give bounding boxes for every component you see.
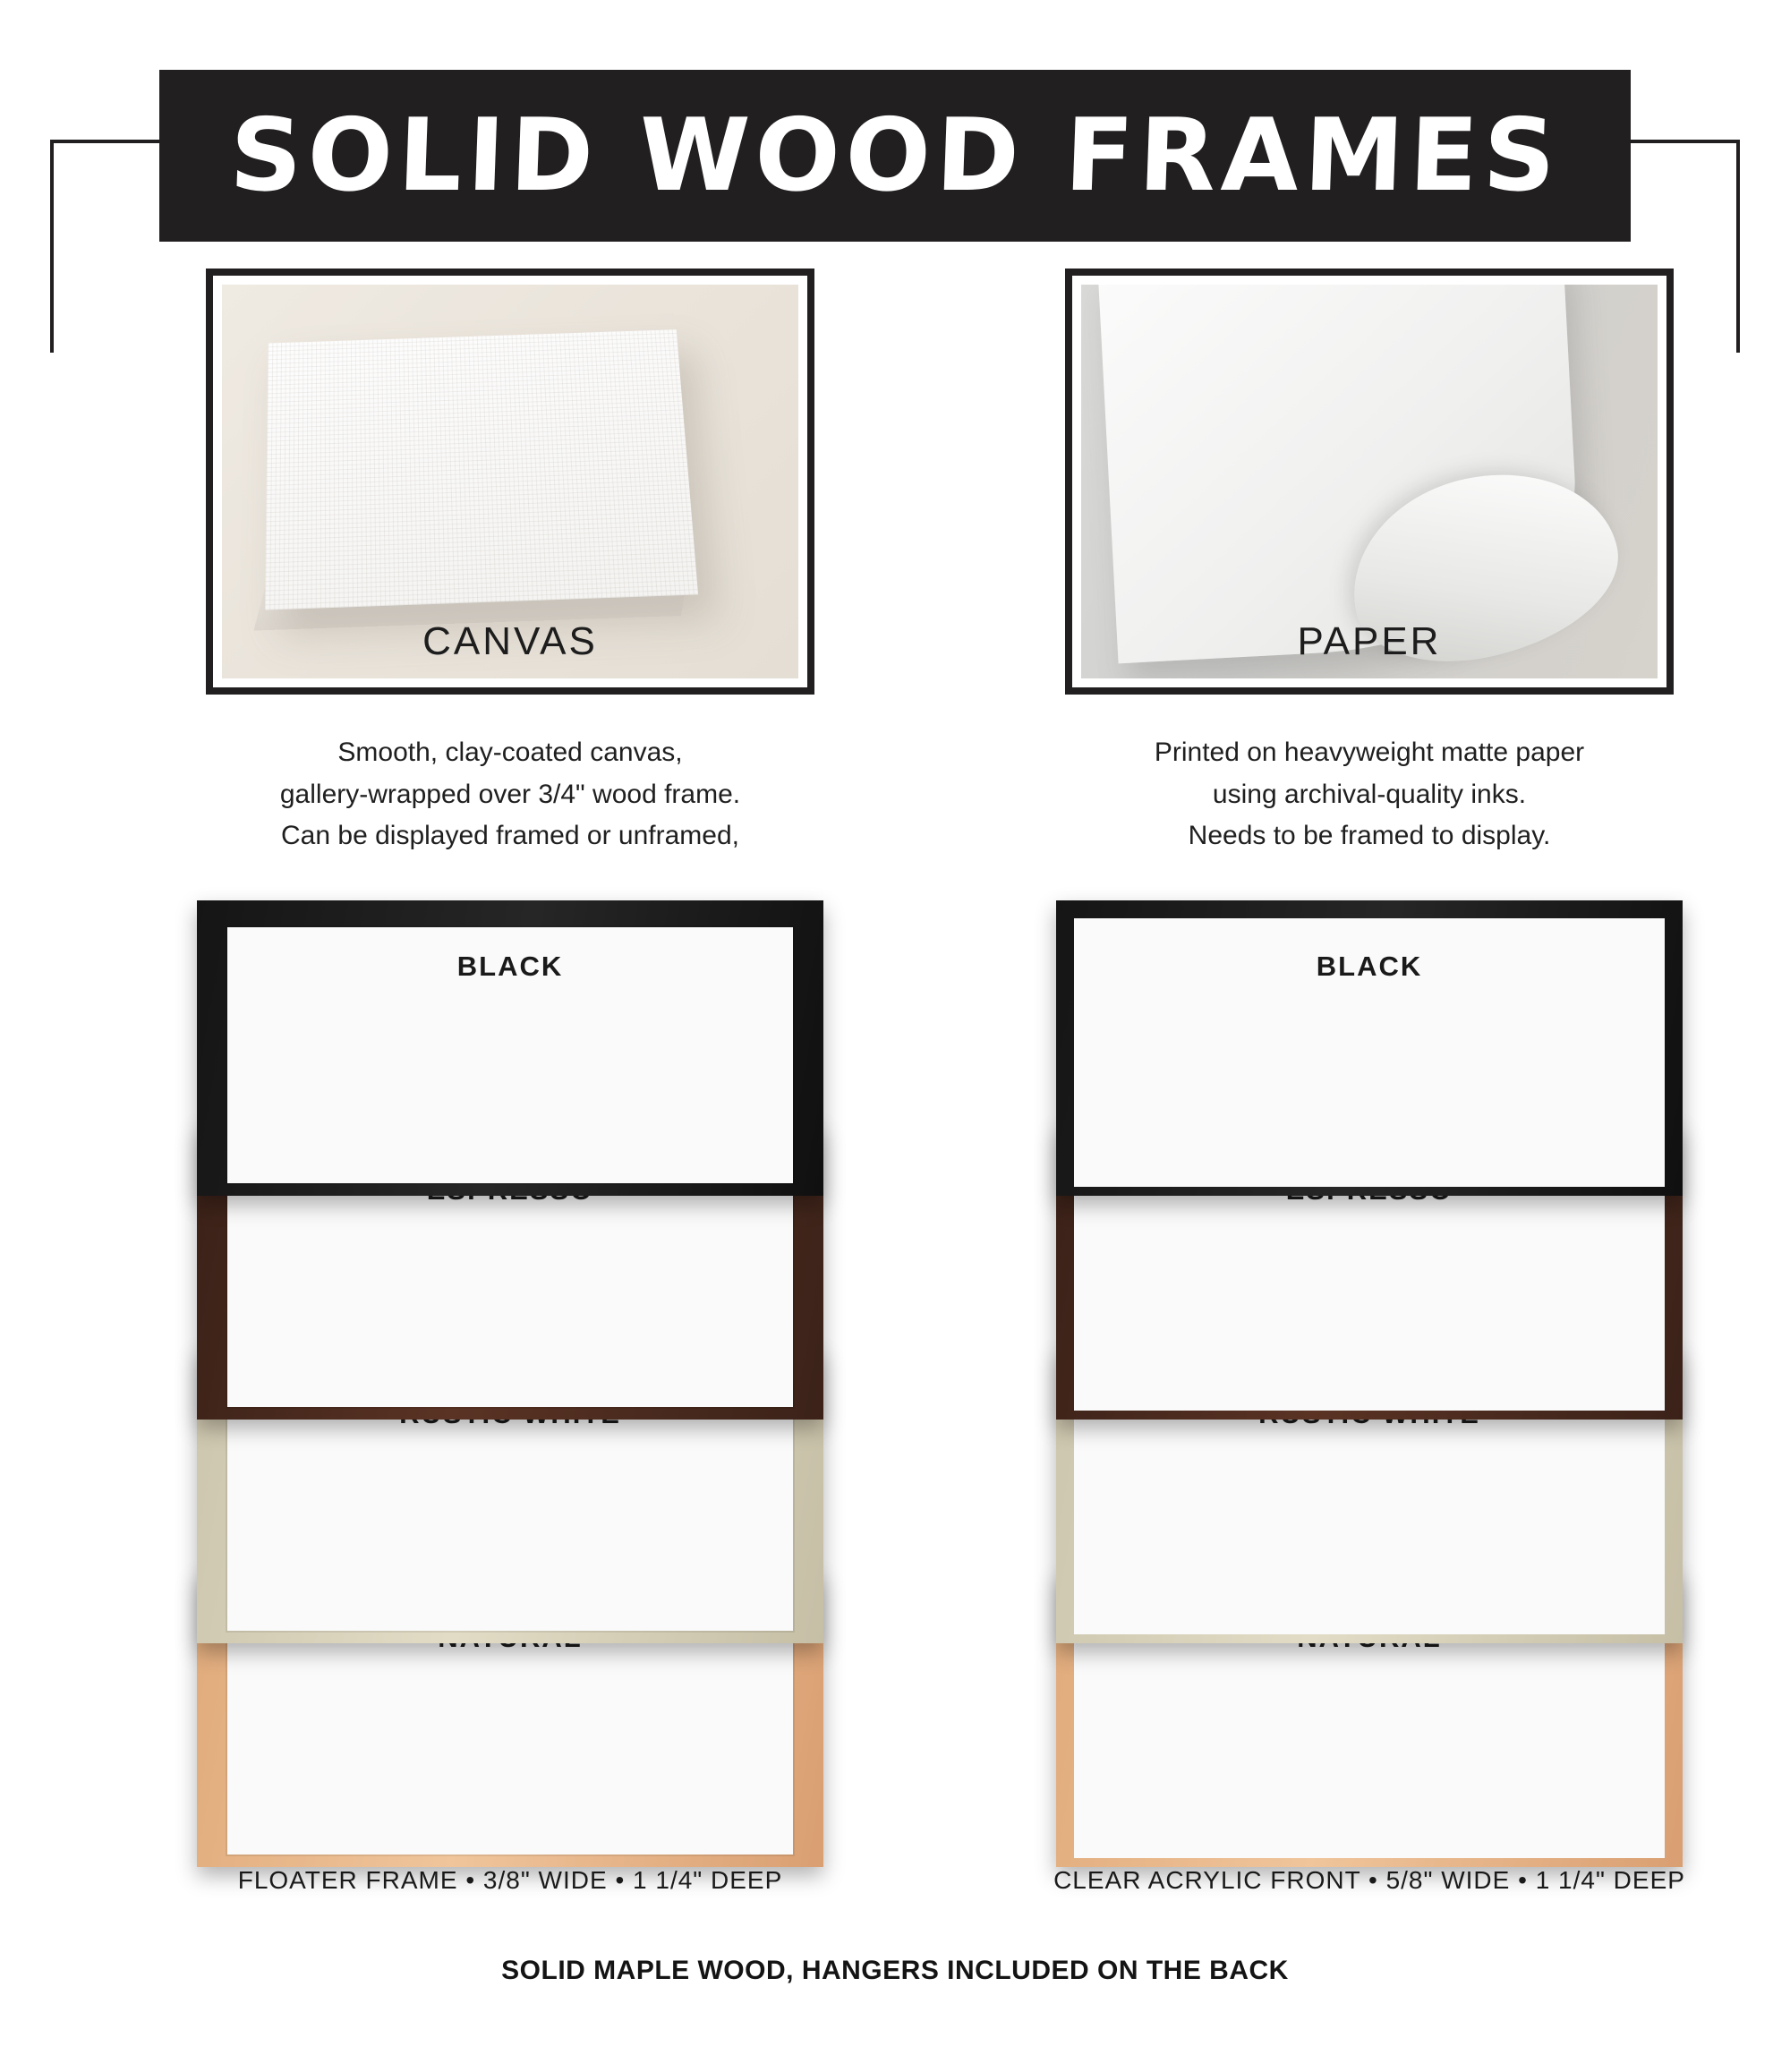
footnote-paper: CLEAR ACRYLIC FRONT • 5/8" WIDE • 1 1/4" DEEP	[1053, 1866, 1685, 1894]
title-banner	[159, 70, 1631, 242]
paper-description-line-2: using archival-quality inks.	[1212, 779, 1527, 809]
canvas-photo-card	[206, 269, 814, 695]
canvas-description-line-2: gallery-wrapped over 3/4" wood frame.	[279, 779, 741, 809]
title-banner-area	[0, 70, 1790, 249]
canvas-description-line-3: Can be displayed framed or unframed,	[281, 821, 739, 850]
paper-photo-card	[1065, 269, 1674, 695]
frame-label-paper-black: BLACK	[1316, 950, 1423, 982]
page-title: SOLID WOOD FRAMES	[227, 98, 1563, 214]
paper-description-line-3: Needs to be framed to display.	[1188, 821, 1551, 850]
column-canvas	[107, 269, 913, 1849]
canvas-description	[107, 732, 913, 857]
canvas-description-line-1: Smooth, clay-coated canvas,	[337, 738, 683, 767]
frame-option-canvas-black[interactable]	[197, 900, 823, 1196]
footnote-canvas: FLOATER FRAME • 3/8" WIDE • 1 1/4" DEEP	[237, 1866, 783, 1894]
canvas-frame-stack	[197, 900, 823, 1849]
column-paper	[967, 269, 1772, 1849]
paper-description-line-1: Printed on heavyweight matte paper	[1154, 738, 1585, 767]
frame-option-paper-black[interactable]	[1056, 900, 1683, 1196]
frame-label-canvas-black: BLACK	[456, 950, 564, 982]
paper-description	[967, 732, 1772, 857]
paper-frame-stack	[1056, 900, 1683, 1849]
media-label-paper: PAPER	[1297, 619, 1442, 663]
media-label-canvas: CANVAS	[422, 619, 598, 663]
bottom-note: SOLID MAPLE WOOD, HANGERS INCLUDED ON THE BACK	[501, 1956, 1289, 1985]
